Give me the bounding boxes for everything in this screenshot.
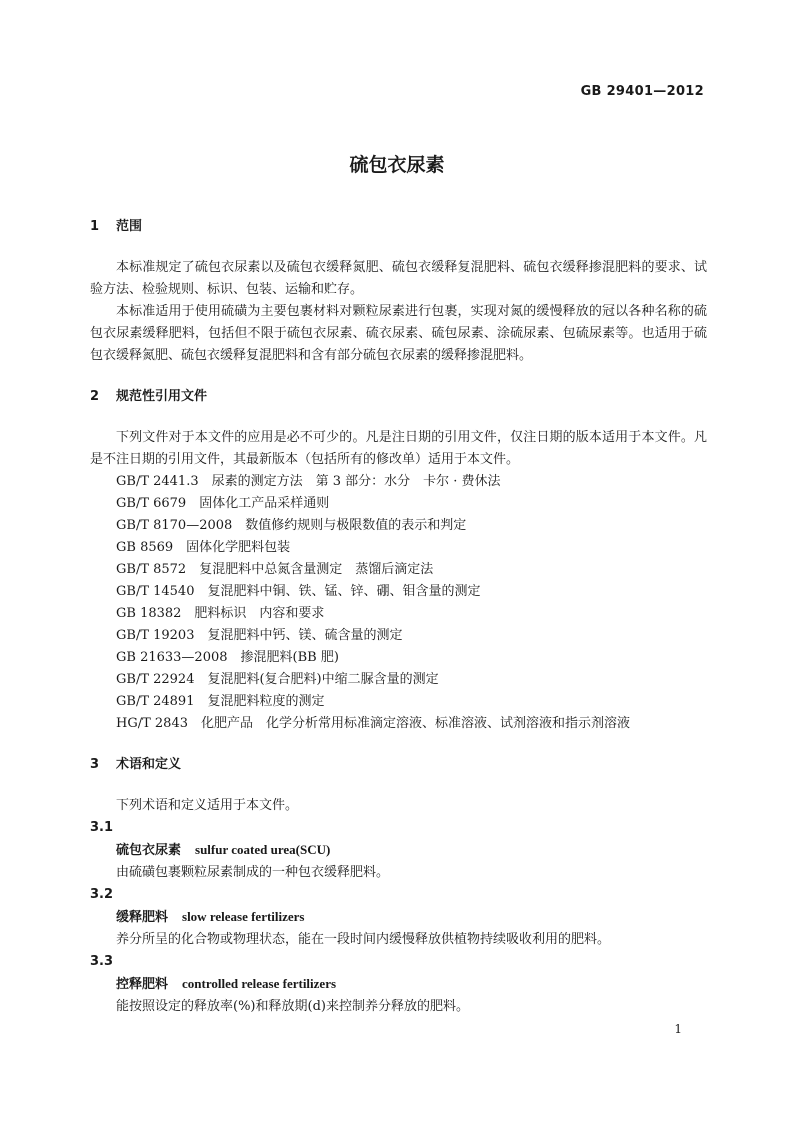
- term-definition: 由硫磺包裹颗粒尿素制成的一种包衣缓释肥料。: [116, 865, 390, 880]
- reference-item: GB/T 8170—2008 数值修约规则与极限数值的表示和判定: [116, 518, 467, 533]
- reference-item: GB/T 8572 复混肥料中总氮含量测定 蒸馏后滴定法: [116, 562, 434, 577]
- term-zh: 控释肥料: [116, 977, 169, 992]
- section-number: 2: [90, 389, 100, 404]
- reference-item: HG/T 2843 化肥产品 化学分析常用标准滴定溶液、标准溶液、试剂溶液和指示剂溶液: [116, 716, 630, 731]
- term-zh: 硫包衣尿素: [116, 843, 182, 858]
- term-number: 3.2: [90, 887, 114, 902]
- reference-item: GB/T 6679 固体化工产品采样通则: [116, 496, 330, 511]
- section-heading-scope: [90, 216, 707, 238]
- section-title: 范围: [116, 219, 143, 234]
- paragraph: 下列术语和定义适用于本文件。: [116, 798, 299, 813]
- page-number: 1: [674, 1022, 682, 1036]
- term-en: sulfur coated urea(SCU): [195, 842, 331, 857]
- reference-item: GB/T 14540 复混肥料中铜、铁、锰、锌、硼、钼含量的测定: [116, 584, 481, 599]
- page-title: 硫包衣尿素: [349, 154, 445, 176]
- reference-item: GB/T 19203 复混肥料中钙、镁、硫含量的测定: [116, 628, 403, 643]
- section-heading-terms: [90, 754, 707, 776]
- term-en: slow release fertilizers: [182, 909, 305, 924]
- term-entry: [90, 906, 707, 929]
- reference-item: GB/T 24891 复混肥料粒度的测定: [116, 694, 325, 709]
- section-number: 1: [90, 219, 100, 234]
- paragraph: 本标准规定了硫包衣尿素以及硫包衣缓释氮肥、硫包衣缓释复混肥料、硫包衣缓释掺混肥料的要求、试验方法、检验规则、标识、包装、运输和贮存。: [90, 260, 707, 297]
- term-definition: 养分所呈的化合物或物理状态，能在一段时间内缓慢释放供植物持续吸收利用的肥料。: [116, 932, 611, 947]
- paragraph: 本标准适用于使用硫磺为主要包裹材料对颗粒尿素进行包裹，实现对氮的缓慢释放的冠以各种名称的硫包衣尿素缓释肥料，包括但不限于硫包衣尿素、硫衣尿素、硫包尿素、涂硫尿素、包硫尿素等。也适用于硫包衣缓释氮肥、硫包衣缓释复混肥料和含有部分硫包衣尿素的缓释掺混肥料。: [90, 304, 707, 363]
- term-number: 3.3: [90, 954, 114, 969]
- section-heading-refs: [90, 386, 707, 408]
- section-title: 术语和定义: [116, 757, 182, 772]
- reference-item: GB 8569 固体化学肥料包装: [116, 540, 291, 555]
- reference-item: GB/T 22924 复混肥料(复合肥料)中缩二脲含量的测定: [116, 672, 439, 687]
- reference-item: GB/T 2441.3 尿素的测定方法 第 3 部分：水分 卡尔 · 费休法: [116, 474, 501, 489]
- section-title: 规范性引用文件: [116, 389, 208, 404]
- term-en: controlled release fertilizers: [182, 976, 337, 991]
- reference-item: GB 21633—2008 掺混肥料(BB 肥): [116, 650, 339, 665]
- term-definition: 能按照设定的释放率(%)和释放期(d)来控制养分释放的肥料。: [116, 999, 469, 1014]
- term-entry: [90, 973, 707, 996]
- term-number: 3.1: [90, 820, 114, 835]
- standard-code: GB 29401—2012: [580, 84, 704, 99]
- reference-item: GB 18382 肥料标识 内容和要求: [116, 606, 325, 621]
- document-body: [90, 216, 707, 1018]
- term-entry: [90, 839, 707, 862]
- paragraph: 下列文件对于本文件的应用是必不可少的。凡是注日期的引用文件，仅注日期的版本适用于本文件。凡是不注日期的引用文件，其最新版本（包括所有的修改单）适用于本文件。: [90, 430, 707, 467]
- section-number: 3: [90, 757, 100, 772]
- term-zh: 缓释肥料: [116, 910, 169, 925]
